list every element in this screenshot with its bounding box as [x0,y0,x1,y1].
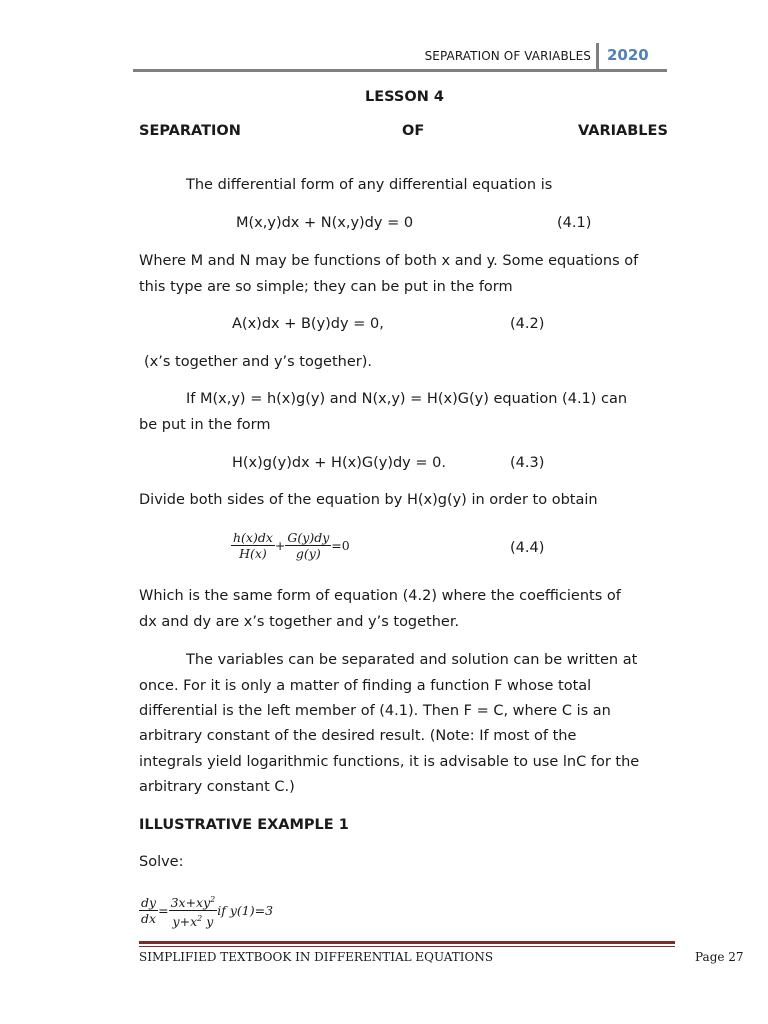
fraction-denominator: g(y) [295,546,321,561]
paragraph-4-line-2: be put in the form [139,417,271,433]
fraction-numerator [169,892,218,911]
paragraph-4-line-1: If M(x,y) = h(x)g(y) and N(x,y) = H(x)G(y) equation (4.1) can [186,391,628,407]
paragraph-2-line-1: Where M and N may be functions of both x and y. Some equations of [139,253,639,269]
lesson-title: LESSON 4 [365,89,444,105]
equation-number-4-2: (4.2) [510,316,545,332]
fraction-denominator: H(x) [239,546,267,561]
paragraph-3: (x’s together and y’s together). [144,354,373,370]
equation-4-3: H(x)g(y)dx + H(x)G(y)dy = 0. [232,455,446,471]
numerator-exponent: 2 [210,895,216,904]
equation-4-4 [231,530,350,561]
footer-page-number: Page 27 [695,950,744,964]
paragraph-1: The differential form of any differential equation is [186,177,553,193]
equals-sign: = [158,903,169,918]
denominator-exponent: 2 [197,914,203,923]
fraction-numerator: h(x)dx [233,530,273,545]
paragraph-6-line-2: dx and dy are x’s together and y’s together. [139,614,460,630]
paragraph-6-line-1: Which is the same form of equation (4.2) where the coefficients of [139,588,621,604]
paragraph-7-line-3: differential is the left member of (4.1). Then F = C, where C is an [139,703,611,719]
page-header [133,42,667,71]
solve-label: Solve: [139,854,184,870]
denominator-text: y+x [172,914,198,929]
numerator-text: 3x+xy [170,895,211,910]
header-separator [596,43,599,69]
fraction-dy-dx [139,895,158,926]
fraction-G-over-g [285,530,331,561]
equals-zero: =0 [331,538,350,553]
paragraph-2-line-2: this type are so simple; they can be put in the form [139,279,513,295]
footer-book-title: SIMPLIFIED TEXTBOOK IN DIFFERENTIAL EQUATIONS [139,950,494,964]
paragraph-5: Divide both sides of the equation by H(x)g(y) in order to obtain [139,492,598,508]
paragraph-7-line-5: integrals yield logarithmic functions, it is advisable to use lnC for the [139,754,640,770]
heading-word-of: OF [402,123,425,139]
equation-4-1: M(x,y)dx + N(x,y)dy = 0 [236,215,414,231]
fraction-numerator: G(y)dy [287,530,330,545]
fraction-h-over-H [231,530,275,561]
denominator-tail: y [206,914,214,929]
equation-number-4-3: (4.3) [510,455,545,471]
footer-rule-thick [139,941,675,944]
heading-word-variables: VARIABLES [578,123,668,139]
fraction-numerator: dy [141,895,157,910]
header-title: SEPARATION OF VARIABLES [424,49,591,63]
fraction-denominator: dx [141,911,157,926]
paragraph-7-line-2: once. For it is only a matter of finding a function F whose total [139,678,592,694]
plus-sign: + [274,538,286,553]
equation-number-4-1: (4.1) [557,215,592,231]
example-title: ILLUSTRATIVE EXAMPLE 1 [139,817,349,833]
equation-number-4-4: (4.4) [510,540,545,556]
fraction-denominator [169,911,218,929]
example-equation [139,892,273,929]
paragraph-7-line-6: arbitrary constant C.) [139,779,295,795]
header-year: 2020 [607,46,649,64]
footer-rule-thin [139,946,675,947]
fraction-rhs [169,892,218,929]
paragraph-7-line-1: The variables can be separated and solution can be written at [186,652,638,668]
paragraph-7-line-4: arbitrary constant of the desired result. (Note: If most of the [139,728,577,744]
equation-4-2: A(x)dx + B(y)dy = 0, [232,316,384,332]
heading-word-separation: SEPARATION [139,123,241,139]
header-rule [133,69,667,72]
initial-condition: if y(1)=3 [217,903,274,918]
